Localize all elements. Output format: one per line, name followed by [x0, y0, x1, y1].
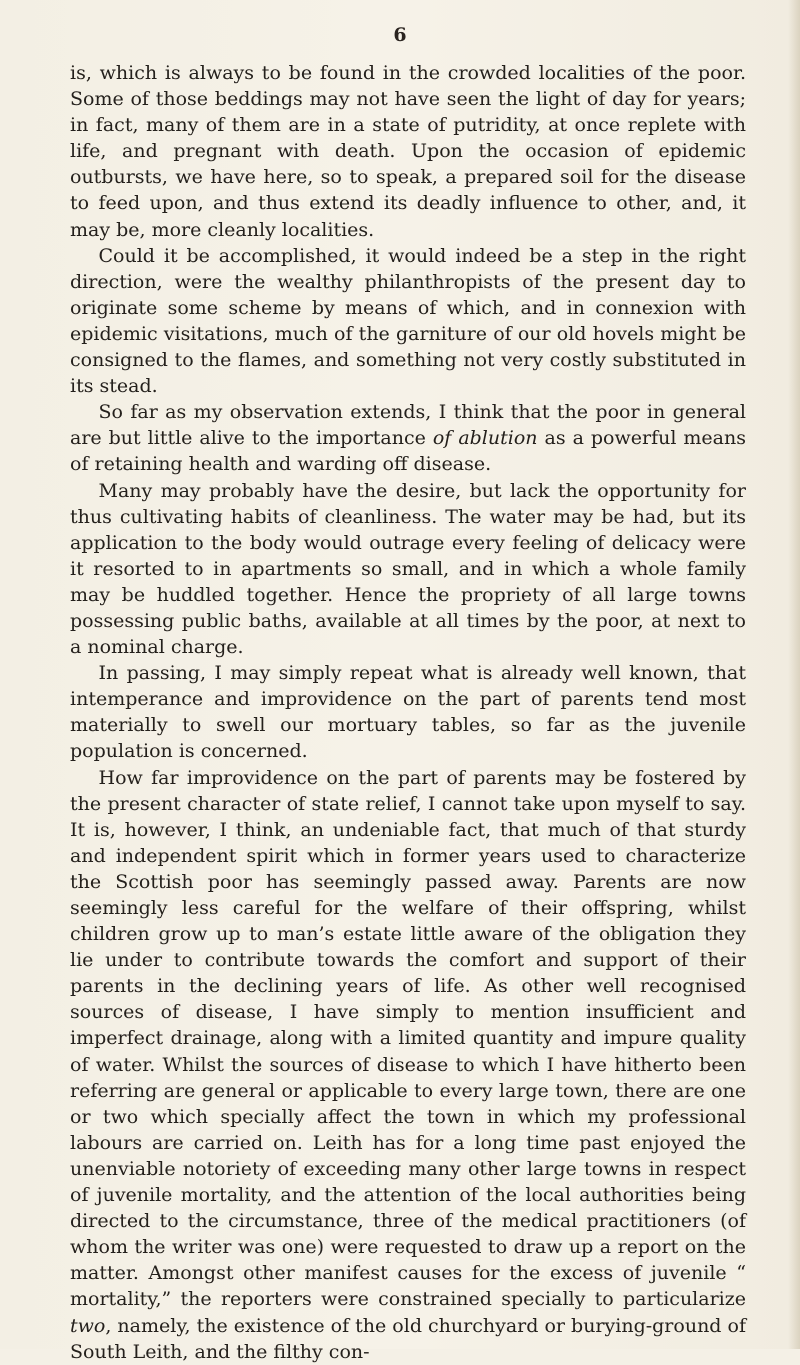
body-text	[70, 60, 746, 1365]
text-run: How far improvidence on the part of parents may be fostered by the present character of state relief, I cannot take upon myself to say. It is, however, I think, an undeniable fact, that much of that sturdy and independent spirit which in former years used to characterize the Scottish poor has seemingly passed away. Parents are now seemingly less careful for the welfare of their offspring, whilst children grow up to man’s estate little aware of the obligation they lie under to contribute towards the comfort and support of their parents in the declining years of life. As other well recognised sources of disease, I have simply to mention insufficient and imperfect drainage, along with a limited quantity and impure quality of water. Whilst the sources of disease to which I have hitherto been referring are general or applicable to every large town, there are one or two which specially affect the town in which my professional labours are carried on. Leith has for a long time past enjoyed the unenviable notoriety of exceeding many other large towns in respect of juvenile mortality, and the attention of the local authorities being directed to the circumstance, three of the medical practitioners (of whom the writer was one) were requested to draw up a report on the matter. Amongst other manifest causes for the excess of juvenile “ mortality,” the reporters were constrained specially to particularize	[70, 766, 746, 1311]
text-run: as a powerful means of retaining health and warding off disease.	[70, 427, 746, 476]
italic-text: of ablution	[432, 427, 538, 450]
paragraph	[70, 478, 746, 661]
page-edge-shadow	[788, 0, 800, 1349]
italic-text: two	[70, 1314, 106, 1337]
paragraph	[70, 399, 746, 477]
text-run: is, which is always to be found in the crowded localities of the poor. Some of those beddings may not have seen the light of day for years; in fact, many of them are in a state of putridity, at once replete with life, and pregnant with death. Upon the occasion of epidemic outbursts, we have here, so to speak, a prepared soil for the disease to feed upon, and thus extend its deadly influence to other, and, it may be, more cleanly localities.	[70, 62, 746, 241]
text-run: , namely, the existence of the old churchyard or burying-ground of South Leith, and the filthy con-	[70, 1314, 746, 1363]
paragraph	[70, 765, 746, 1365]
text-run: In passing, I may simply repeat what is already well known, that intemperance and improvidence on the part of parents tend most materially to swell our mortuary tables, so far as the juvenile population is concerned.	[70, 662, 746, 763]
paragraph	[70, 60, 746, 243]
text-run: Could it be accomplished, it would indeed be a step in the right direction, were the wealthy philanthropists of the present day to originate some scheme by means of which, and in connexion with epidemic visitations, much of the garniture of our old hovels might be consigned to the flames, and something not very costly substituted in its stead.	[70, 244, 746, 398]
paragraph	[70, 243, 746, 400]
text-run: Many may probably have the desire, but lack the opportunity for thus cultivating habits of cleanliness. The water may be had, but its application to the body would outrage every feeling of delicacy were it resorted to in apartments so small, and in which a whole family may be huddled together. Hence the propriety of all large towns possessing public baths, available at all times by the poor, at next to a nominal charge.	[70, 479, 746, 659]
page-number: 6	[393, 24, 407, 46]
paragraph	[70, 660, 746, 764]
text-run: So far as my observation extends, I think that the poor in general are but little alive to the importance	[70, 401, 746, 450]
